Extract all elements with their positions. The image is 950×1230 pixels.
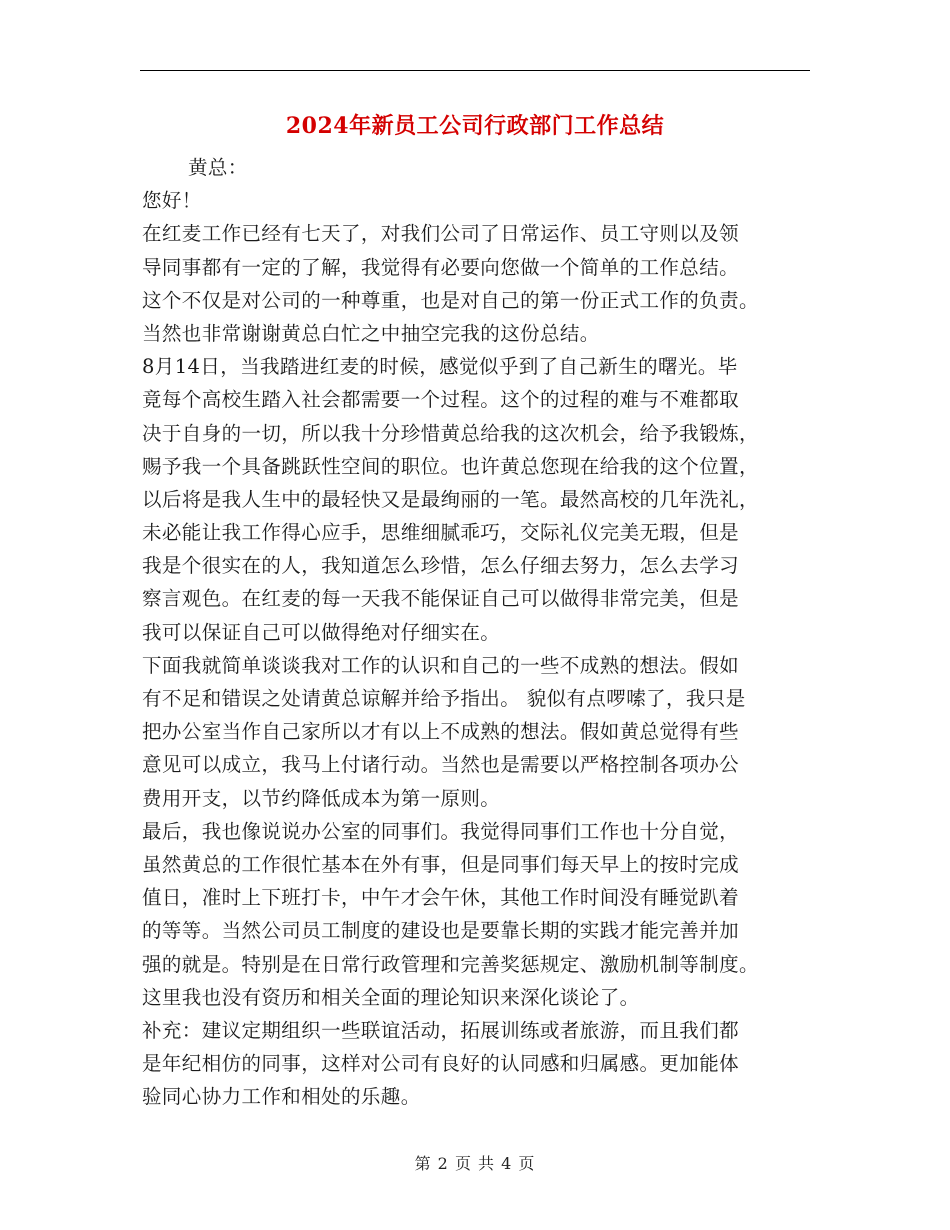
document-title: 2024年新员工公司行政部门工作总结 [285, 113, 665, 139]
body-line: 我可以保证自己可以做得绝对仔细实在。 [142, 620, 501, 644]
body-line: 有不足和错误之处请黄总谅解并给予指出。 貌似有点啰嗦了，我只是 [142, 687, 746, 710]
greeting-line: 您好！ [142, 189, 202, 213]
body-line: 把办公室当作自己家所以才有以上不成熟的想法。假如黄总觉得有些 [142, 720, 740, 744]
body-line: 未必能让我工作得心应手，思维细腻乖巧，交际礼仪完美无瑕，但是 [142, 521, 740, 545]
document-body [142, 151, 814, 1113]
body-line: 当然也非常谢谢黄总白忙之中抽空完我的这份总结。 [142, 321, 600, 345]
body-line: 在红麦工作已经有七天了，对我们公司了日常运作、员工守则以及领 [142, 222, 740, 246]
body-line: 最后，我也像说说办公室的同事们。我觉得同事们工作也十分自觉， [142, 819, 740, 843]
body-line: 察言观色。在红麦的每一天我不能保证自己可以做得非常完美，但是 [142, 587, 740, 611]
body-line: 这里我也没有资历和相关全面的理论知识来深化谈论了。 [142, 985, 640, 1009]
page-number-footer: 第 2 页 共 4 页 [414, 1154, 536, 1173]
salutation-line: 黄总： [188, 156, 248, 179]
body-line: 费用开支，以节约降低成本为第一原则。 [142, 786, 501, 810]
body-line: 下面我就简单谈谈我对工作的认识和自己的一些不成熟的想法。假如 [142, 653, 740, 677]
body-line: 虽然黄总的工作很忙基本在外有事，但是同事们每天早上的按时完成 [142, 852, 740, 876]
body-line: 这个不仅是对公司的一种尊重，也是对自己的第一份正式工作的负责。 [142, 288, 759, 312]
body-line: 导同事都有一定的了解，我觉得有必要向您做一个简单的工作总结。 [142, 255, 740, 279]
body-line: 赐予我一个具备跳跃性空间的职位。也许黄总您现在给我的这个位置， [142, 454, 759, 478]
body-line: 8月14日，当我踏进红麦的时候，感觉似乎到了自己新生的曙光。毕 [142, 355, 738, 379]
body-line: 验同心协力工作和相处的乐趣。 [142, 1085, 421, 1109]
body-line: 强的就是。特别是在日常行政管理和完善奖惩规定、激励机制等制度。 [142, 952, 759, 976]
body-line: 是年纪相仿的同事，这样对公司有良好的认同感和归属感。更加能体 [142, 1052, 740, 1076]
body-line: 补充：建议定期组织一些联谊活动，拓展训练或者旅游，而且我们都 [142, 1018, 740, 1042]
body-line: 竟每个高校生踏入社会都需要一个过程。这个的过程的难与不难都取 [142, 388, 740, 412]
body-line: 的等等。当然公司员工制度的建设也是要靠长期的实践才能完善并加 [142, 919, 740, 943]
body-line: 我是个很实在的人，我知道怎么珍惜，怎么仔细去努力，怎么去学习 [142, 554, 740, 578]
header-rule [140, 70, 810, 71]
body-line: 意见可以成立，我马上付诸行动。当然也是需要以严格控制各项办公 [142, 753, 740, 777]
body-line: 以后将是我人生中的最轻快又是最绚丽的一笔。最然高校的几年洗礼， [142, 487, 759, 511]
body-line: 值日，准时上下班打卡，中午才会午休，其他工作时间没有睡觉趴着 [142, 886, 740, 910]
body-line: 决于自身的一切，所以我十分珍惜黄总给我的这次机会，给予我锻炼， [142, 421, 759, 445]
